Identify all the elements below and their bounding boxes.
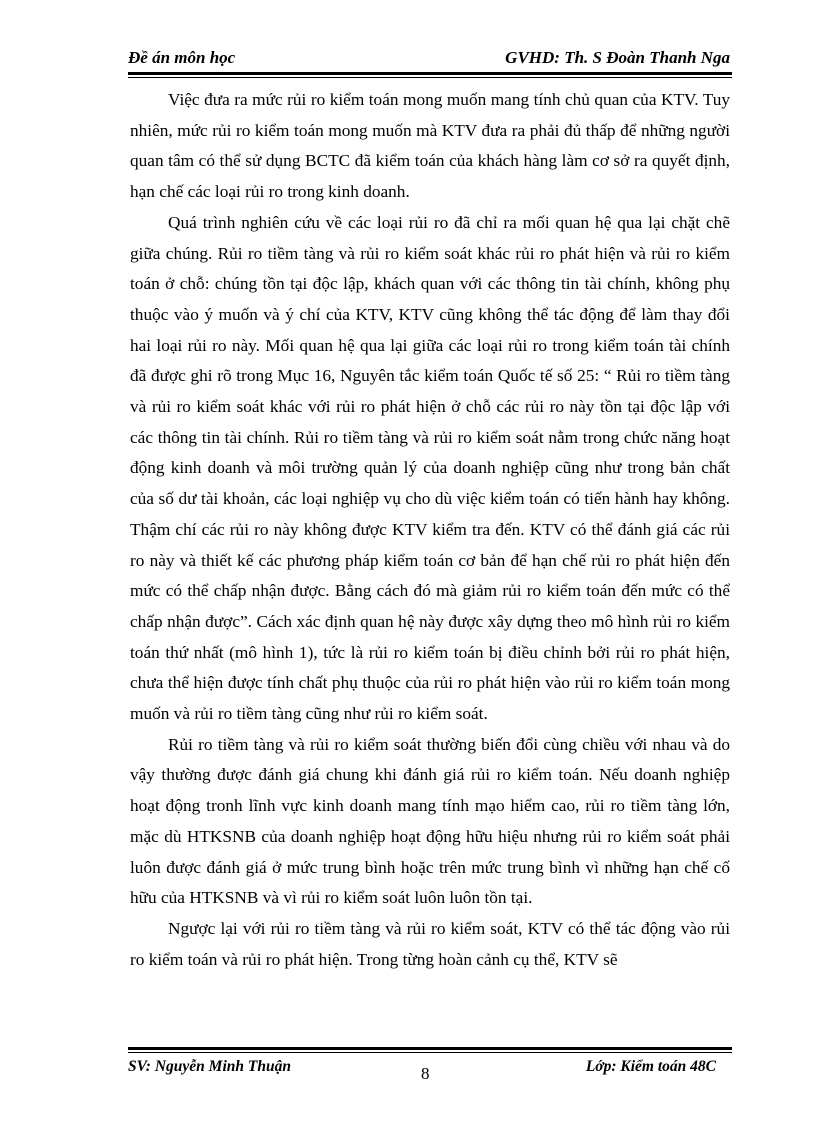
header-divider — [128, 72, 732, 78]
footer-class: Lớp: Kiểm toán 48C — [585, 1058, 716, 1075]
paragraph-3: Rủi ro tiềm tàng và rủi ro kiểm soát thường biến đổi cùng chiều với nhau và do vậy thường được đánh giá chung khi đánh giá rủi ro kiểm toán. Nếu doanh nghiệp hoạt động tronh lĩnh vực kinh doanh mang tính mạo hiểm cao, rủi ro tiềm tàng lớn, mặc dù HTKSNB của doanh nghiệp hoạt động hữu hiệu nhưng rủi ro kiểm soát phải luôn được đánh giá ở mức trung bình hoặc trên mức trung bình vì những hạn chế cố hữu của HTKSNB và vì rủi ro kiểm soát luôn luôn tồn tại. — [130, 734, 730, 908]
page-number: 8 — [421, 1064, 430, 1083]
footer-student: SV: Nguyễn Minh Thuận — [128, 1058, 291, 1075]
paragraph-2: Quá trình nghiên cứu về các loại rủi ro đã chỉ ra mối quan hệ qua lại chặt chẽ giữa chúng. Rủi ro tiềm tàng và rủi ro kiểm soát khác rủi ro phát hiện và rủi ro kiểm toán ở chỗ: chúng tồn tại độc lập, khách quan với các thông tin tài chính, không phụ thuộc vào ý muốn và ý chí của KTV, KTV cũng không thể tác động để làm thay đổi hai loại rủi ro này. Mối quan hệ qua lại giữa các loại rủi ro trong kiểm toán tài chính đã được ghi rõ trong Mục 16, Nguyên tắc kiểm toán Quốc tế số 25: “ Rủi ro tiềm tàng và rủi ro kiểm soát khác với rủi ro phát hiện ở chỗ các rủi ro này tồn tại độc lập với các thông tin tài chính. Rủi ro tiềm tàng và rủi ro kiểm soát nằm trong chức năng hoạt động kinh doanh và môi trường quản lý của doanh nghiệp cũng như trong bản chất của số dư tài khoản, các loại nghiệp vụ cho dù việc kiểm toán có tiến hành hay không. Thậm chí các rủi ro này không được KTV kiểm tra đến. KTV có thể đánh giá các rủi ro này và thiết kế các phương pháp kiểm toán cơ bản để hạn chế rủi ro phát hiện đến mức có thể chấp nhận được. Bằng cách đó mà giảm rủi ro kiểm toán đến mức có thể chấp nhận được”. Cách xác định quan hệ này được xây dựng theo mô hình rủi ro kiểm toán thứ nhất (mô hình 1), tức là rủi ro kiểm toán bị điều chỉnh bởi rủi ro phát hiện, chưa thể hiện được tính chất phụ thuộc của rủi ro phát hiện vào rủi ro kiểm toán mong muốn và rủi ro tiềm tàng cũng như rủi ro kiểm soát. — [130, 212, 730, 724]
header-instructor: GVHD: Th. S Đoàn Thanh Nga — [505, 48, 730, 67]
page-footer — [128, 1058, 732, 1086]
paragraph-4: Ngược lại với rủi ro tiềm tàng và rủi ro kiểm soát, KTV có thể tác động vào rủi ro kiểm toán và rủi ro phát hiện. Trong từng hoàn cảnh cụ thể, KTV sẽ — [130, 918, 730, 969]
page-header — [128, 44, 730, 72]
document-body — [130, 85, 730, 975]
footer-divider — [128, 1047, 732, 1053]
paragraph-1: Việc đưa ra mức rủi ro kiểm toán mong muốn mang tính chủ quan của KTV. Tuy nhiên, mức rủi ro kiểm toán mong muốn mà KTV đưa ra phải đủ thấp để những người quan tâm có thể sử dụng BCTC đã kiểm toán của khách hàng làm cơ sở ra quyết định, hạn chế các loại rủi ro trong kinh doanh. — [130, 90, 730, 202]
header-course-title: Đề án môn học — [128, 48, 236, 67]
